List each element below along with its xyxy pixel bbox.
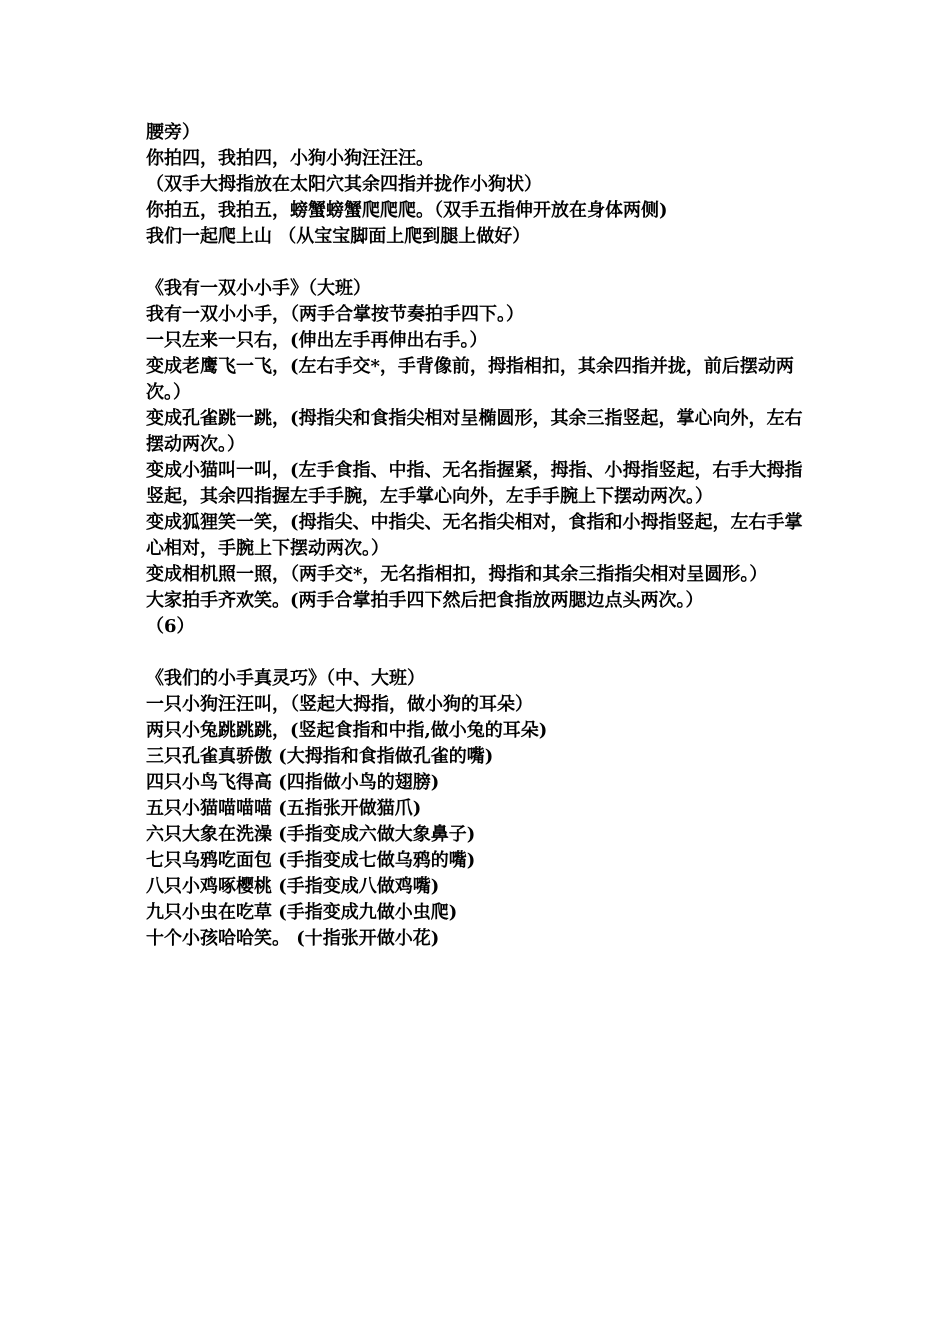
section-title: 《我有一双小小手》（大班） <box>146 278 371 299</box>
text-line: （双手大拇指放在太阳穴其余四指并拢作小狗状） <box>146 174 542 195</box>
section-small-hands <box>146 276 814 640</box>
document-page <box>146 120 814 952</box>
text-line: 两只小兔跳跳跳，(竖起食指和中指,做小兔的耳朵) <box>146 720 548 741</box>
text-line: 五只小猫喵喵喵 (五指张开做猫爪) <box>146 798 422 819</box>
text-line: 九只小虫在吃草 (手指变成九做小虫爬) <box>146 902 458 923</box>
text-line: （6） <box>146 616 195 637</box>
text-line: 变成小猫叫一叫，(左手食指、中指、无名指握紧，拇指、小拇指竖起，右手大拇指竖起，其余四指握左手手腕，左手掌心向外，左手手腕上下摆动两次。） <box>146 460 803 507</box>
section-title: 《我们的小手真灵巧》（中、大班） <box>146 668 425 689</box>
text-line: 大家拍手齐欢笑。(两手合掌拍手四下然后把食指放两腮边点头两次。） <box>146 590 704 611</box>
section-clever-hands <box>146 666 814 952</box>
text-line: 变成孔雀跳一跳，(拇指尖和食指尖相对呈椭圆形，其余三指竖起，掌心向外，左右摆动两次。） <box>146 408 803 455</box>
text-line: 我们一起爬上山 （从宝宝脚面上爬到腿上做好） <box>146 226 531 247</box>
text-line: 变成狐狸笑一笑，(拇指尖、中指尖、无名指尖相对，食指和小拇指竖起，左右手掌心相对，手腕上下摆动两次。） <box>146 512 803 559</box>
text-line: 腰旁） <box>146 122 200 143</box>
text-line: 七只乌鸦吃面包 (手指变成七做乌鸦的嘴) <box>146 850 476 871</box>
text-line: 变成相机照一照，（两手交*，无名指相扣，拇指和其余三指指尖相对呈圆形。） <box>146 564 768 585</box>
text-line: 六只大象在洗澡 (手指变成六做大象鼻子) <box>146 824 476 845</box>
paragraph-gap <box>146 250 814 276</box>
text-line: 十个小孩哈哈笑。 (十指张开做小花) <box>146 928 440 949</box>
paragraph-gap <box>146 640 814 666</box>
text-line: 你拍四，我拍四，小狗小狗汪汪汪。 <box>146 148 434 169</box>
text-line: 八只小鸡啄樱桃 (手指变成八做鸡嘴) <box>146 876 440 897</box>
text-line: 四只小鸟飞得高 (四指做小鸟的翅膀) <box>146 772 440 793</box>
text-line: 你拍五，我拍五，螃蟹螃蟹爬爬爬。（双手五指伸开放在身体两侧) <box>146 200 668 221</box>
text-line: 一只小狗汪汪叫，（竖起大拇指，做小狗的耳朵） <box>146 694 533 715</box>
text-line: 我有一双小小手，（两手合掌按节奏拍手四下。） <box>146 304 524 325</box>
text-line: 变成老鹰飞一飞，(左右手交*，手背像前，拇指相扣，其余四指并拢，前后摆动两次。） <box>146 356 794 403</box>
section-previous-rhyme <box>146 120 814 250</box>
text-line: 三只孔雀真骄傲 (大拇指和食指做孔雀的嘴) <box>146 746 494 767</box>
text-line: 一只左来一只右，(伸出左手再伸出右手。） <box>146 330 488 351</box>
